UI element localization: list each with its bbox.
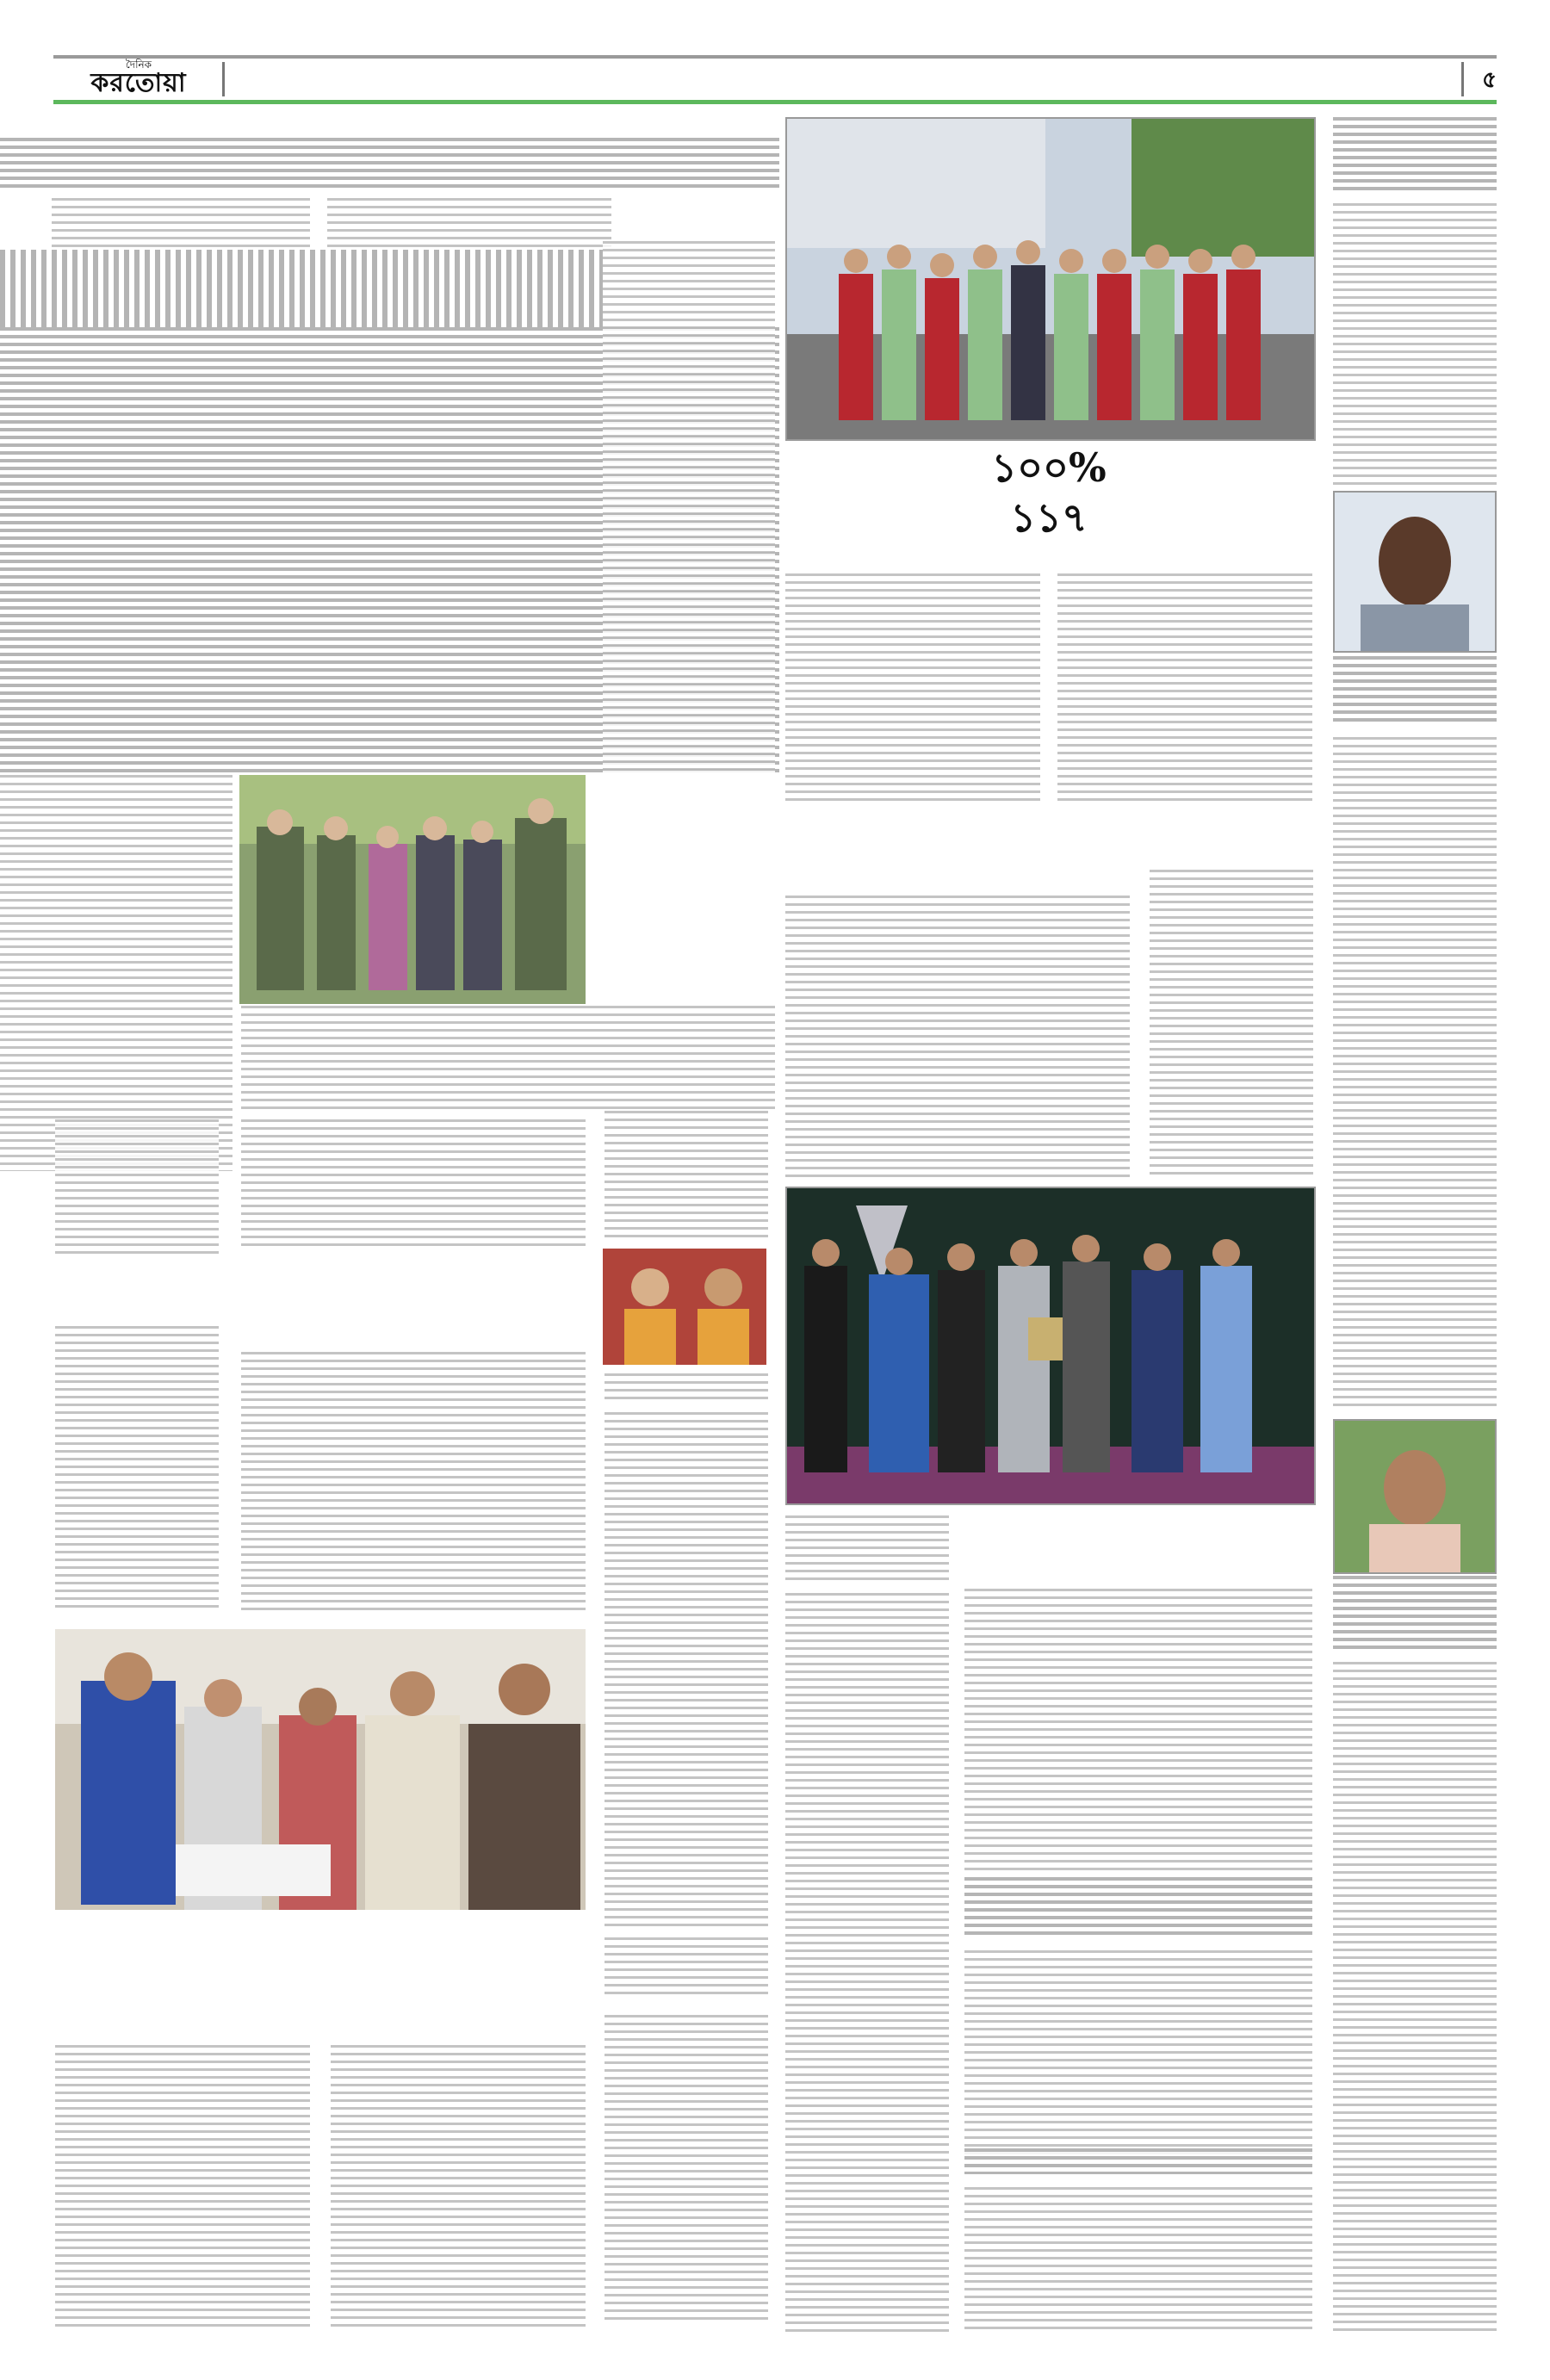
text-column (1057, 573, 1312, 806)
text-column (785, 896, 1130, 1180)
text-column (331, 2045, 586, 2329)
portrait-photo-1 (1333, 491, 1497, 653)
text-column (604, 2015, 768, 2325)
text-column (964, 1589, 1312, 1873)
text-column (55, 1326, 219, 1610)
students-headline-pass-rate: ১০০% (991, 444, 1107, 491)
text-column (1333, 203, 1497, 487)
text-column (964, 1950, 1312, 2157)
text-column (785, 1593, 949, 2334)
text-column (241, 1006, 775, 1109)
masthead-green-rule (53, 100, 1497, 104)
logo-sup: দৈনিক (125, 59, 152, 71)
headline-scan-band (0, 138, 779, 189)
award-ceremony-photo (785, 1187, 1316, 1505)
text-column (0, 775, 232, 1171)
masthead-separator (222, 62, 225, 96)
headline-scan-distortion (0, 250, 603, 327)
portrait-photo-2 (1333, 1419, 1497, 1574)
border-guard-photo (239, 775, 586, 1004)
text-column (964, 2187, 1312, 2334)
page-number: ৫ (1482, 67, 1497, 93)
column-headline-scan (1333, 117, 1497, 195)
text-column (1333, 1662, 1497, 2334)
text-column (52, 198, 310, 250)
subheadline-scan (964, 2148, 1312, 2174)
text-column (327, 198, 611, 250)
text-column (55, 1119, 219, 1257)
portrait-caption (1333, 656, 1497, 725)
text-column (604, 1937, 768, 1998)
text-column (1150, 870, 1313, 1180)
masthead-separator-right (1461, 62, 1464, 96)
students-headline (785, 443, 1312, 542)
portrait-caption (1333, 1576, 1497, 1653)
text-column (604, 1111, 768, 1240)
garland-portraits-photo (603, 1249, 766, 1365)
photo-caption (604, 1373, 768, 1399)
text-column (55, 2045, 310, 2329)
masthead-top-rule (53, 55, 1497, 59)
students-celebration-photo (785, 117, 1316, 441)
memorandum-photo (55, 1629, 586, 1910)
subheadline-scan (964, 1877, 1312, 1937)
text-column (603, 241, 775, 775)
text-column (604, 1412, 768, 1929)
text-column (241, 1119, 586, 1249)
logo-main: করতোয়া (90, 68, 187, 98)
newspaper-logo (57, 59, 220, 98)
text-column (785, 573, 1040, 806)
text-column (241, 1352, 586, 1610)
students-headline-gpa-count: ১১৭ (1010, 493, 1088, 541)
photo-caption (785, 1515, 949, 1584)
text-column (1333, 737, 1497, 1409)
